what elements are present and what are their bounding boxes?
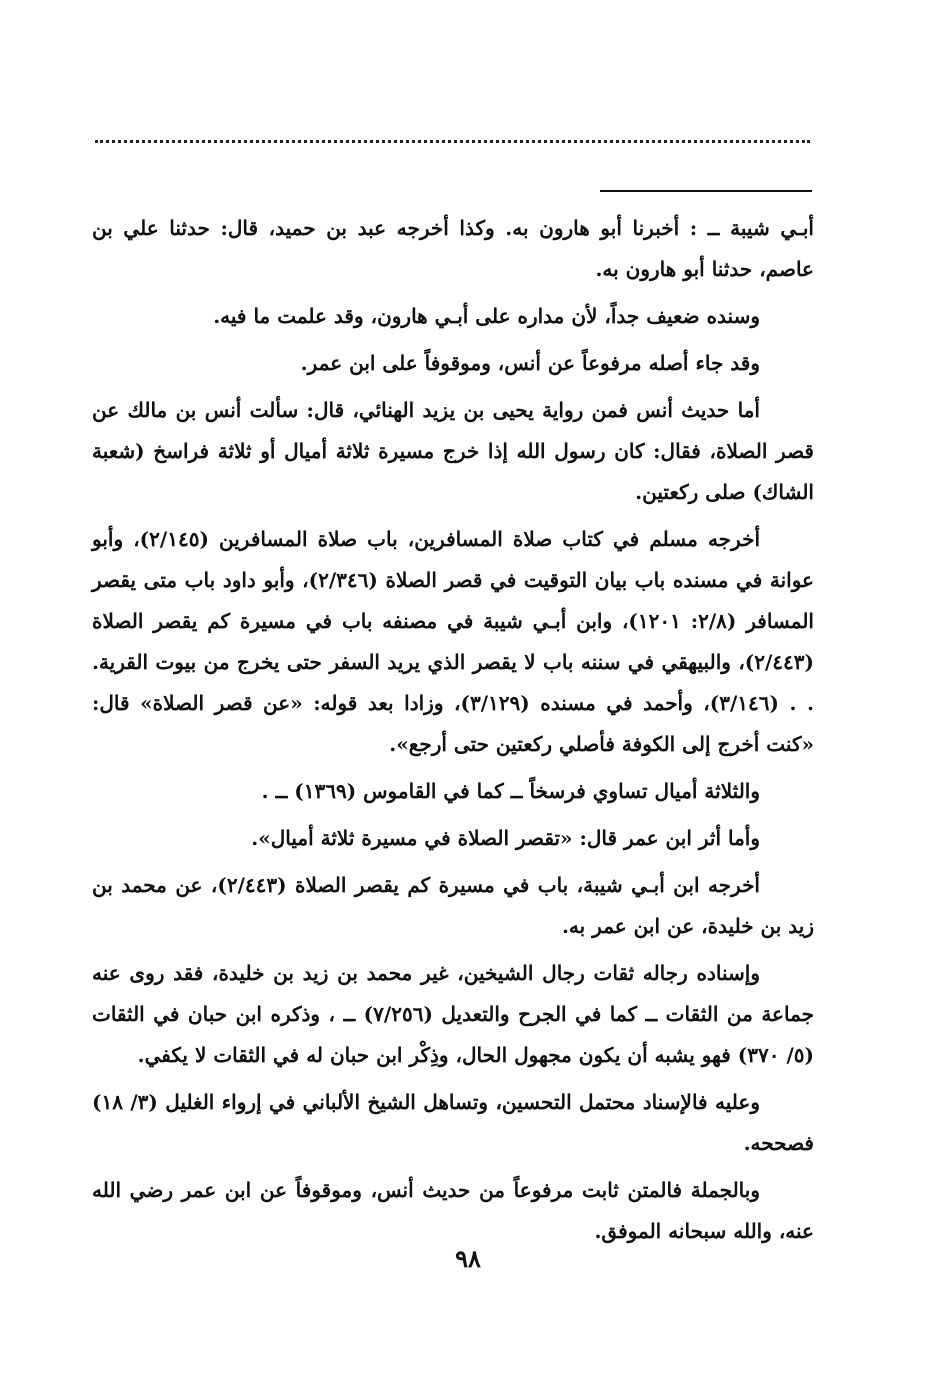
paragraph: وسنده ضعيف جداً، لأن مداره على أبـي هارون، وقد علمت ما فيه. (213, 304, 760, 328)
paragraph: أما حديث أنس فمن رواية يحيى بن يزيد الهنائي، قال: سألت أنس بن مالك عن قصر الصلاة، فقال: كان رسول الله إذا خرج مسيرة ثلاثة أميال أو ثلاثة فراسخ (شعبة الشاك) صلى ركعتين. (92, 398, 814, 504)
paragraph: وعليه فالإسناد محتمل التحسين، وتساهل الشيخ الألباني في إرواء الغليل (٣/ ١٨) فصححه. (92, 1090, 814, 1155)
paragraph: أخرجه مسلم في كتاب صلاة المسافرين، باب صلاة المسافرين (٢/١٤٥)، وأبو عوانة في مسنده باب بيان التوقيت في قصر الصلاة (٢/٣٤٦)، وأبو داود باب متى يقصر المسافر (٢/٨: ١٢٠١)، وابن أبـي شيبة في مصنفه باب في مسيرة كم يقصر الصلاة (٢/٤٤٣)، والبيهقي في سننه باب لا يقصر الذي يريد السفر حتى يخرج من بيوت القرية. . . (٣/١٤٦)، وأحمد في مسنده (٣/١٢٩)، وزادا بعد قوله: «عن قصر الصلاة» قال: «كنت أخرج إلى الكوفة فأصلي ركعتين حتى أرجع». (92, 527, 814, 756)
paragraph: وقد جاء أصله مرفوعاً عن أنس، وموقوفاً على ابن عمر. (300, 351, 760, 375)
footnote-rule (600, 190, 812, 192)
paragraph: وإسناده رجاله ثقات رجال الشيخين، غير محمد بن زيد بن خليدة، فقد روى عنه جماعة من الثقات ــ كما في الجرح والتعديل (٧/٢٥٦) ــ ، وذكره ابن حبان في الثقات (٥/ ٣٧٠) فهو يشبه أن يكون مجهول الحال، وذِكْر ابن حبان له في الثقات لا يكفي. (92, 961, 814, 1067)
paragraph: أخرجه ابن أبـي شيبة، باب في مسيرة كم يقصر الصلاة (٢/٤٤٣)، عن محمد بن زيد بن خليدة، عن ابن عمر به. (92, 873, 814, 938)
footnote-text (92, 208, 814, 1252)
paragraph: وبالجملة فالمتن ثابت مرفوعاً من حديث أنس، وموقوفاً عن ابن عمر رضي الله عنه، والله سبحانه الموفق. (92, 1178, 814, 1243)
paragraph: والثلاثة أميال تساوي فرسخاً ــ كما في القاموس (١٣٦٩) ــ . (261, 779, 760, 803)
paragraph: وأما أثر ابن عمر قال: «تقصر الصلاة في مسيرة ثلاثة أميال». (251, 826, 760, 850)
dotted-separator (95, 140, 810, 143)
page-number: ٩٨ (455, 1244, 481, 1273)
paragraph: أبـي شيبة ــ : أخبرنا أبو هارون به. وكذا أخرجه عبد بن حميد، قال: حدثنا علي بن عاصم، حدثنا أبو هارون به. (92, 216, 814, 281)
